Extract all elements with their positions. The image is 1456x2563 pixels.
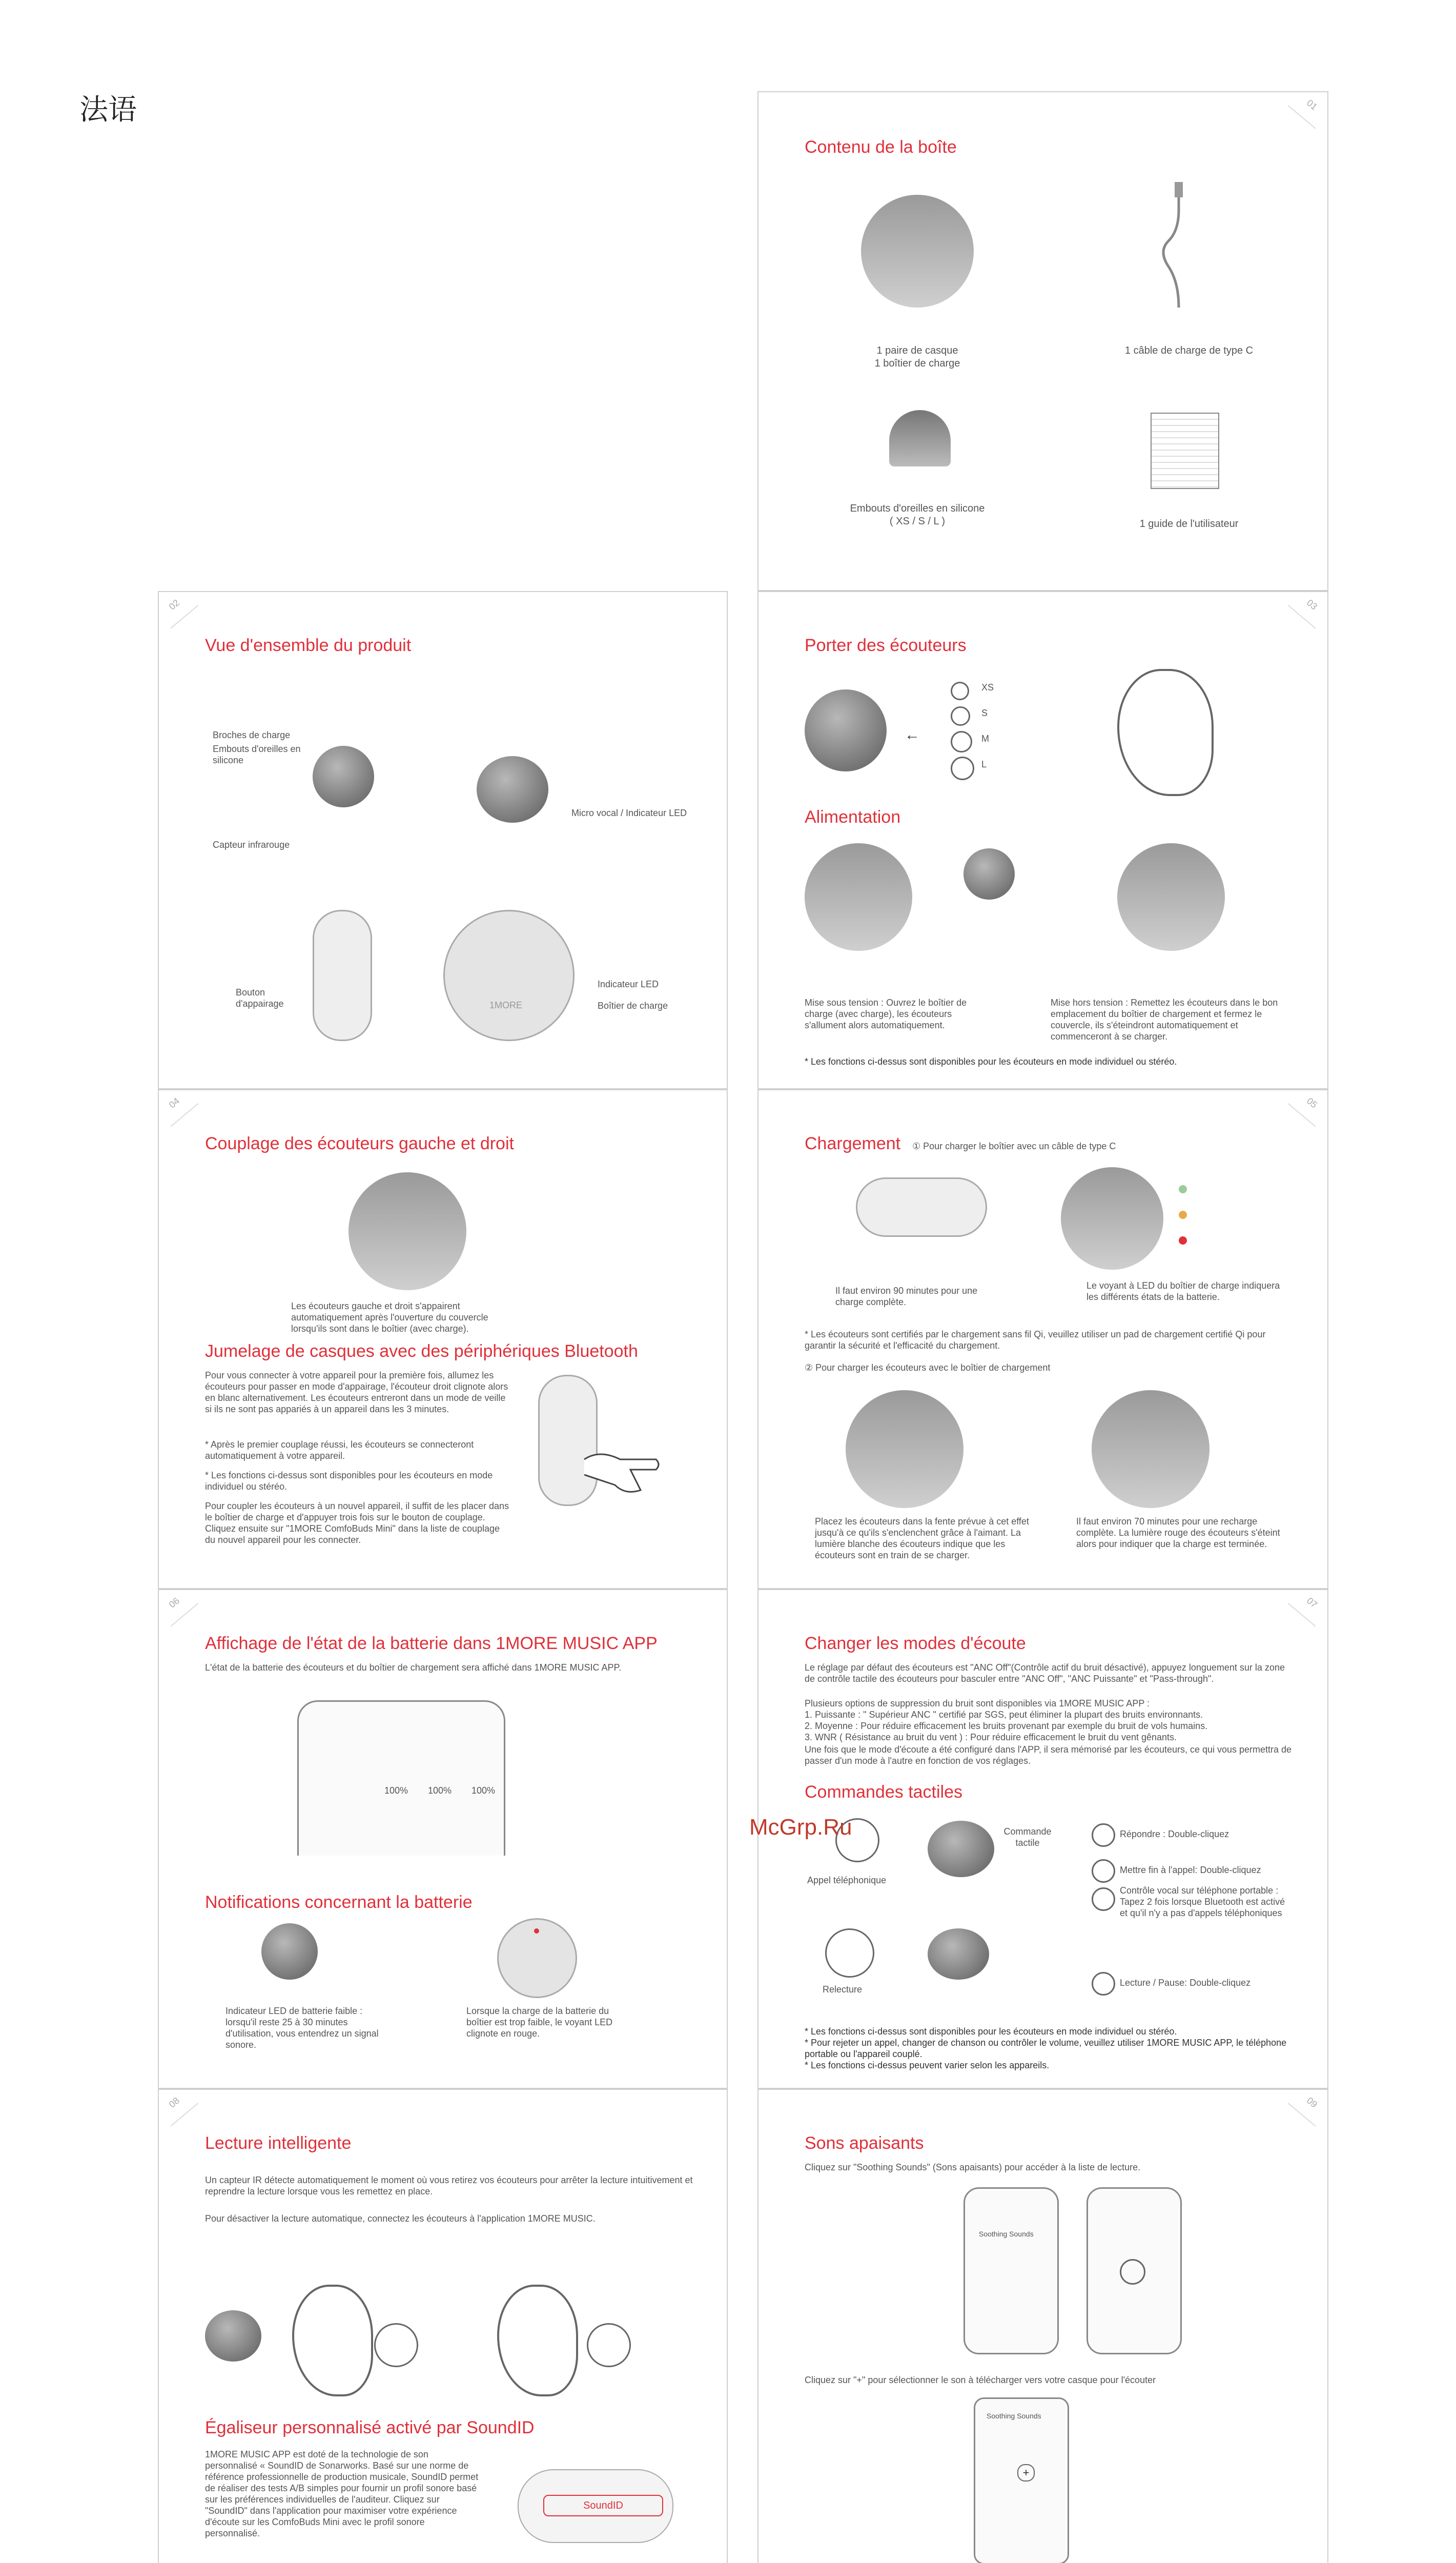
ear-left-illustration <box>292 2285 373 2396</box>
charging-step2: ② Pour charger les écouteurs avec le boîtier de chargement <box>805 1362 1051 1373</box>
add-icon[interactable]: + <box>1017 2464 1035 2481</box>
earbud-playback-illustration <box>928 1928 989 1980</box>
power-on-text: Mise sous tension : Ouvrez le boîtier de charge (avec charge), les écouteurs s'allument alors automatiquement. <box>805 998 967 1030</box>
page-number: 01 <box>1288 91 1328 129</box>
led-status-red <box>1179 1236 1187 1245</box>
touch-answer: Répondre : Double-cliquez <box>1120 1829 1229 1839</box>
overview-label-mic: Micro vocal / Indicateur LED <box>571 808 687 818</box>
touch-call-label: Appel téléphonique <box>807 1875 887 1885</box>
battery-level-right: 100% <box>428 1785 452 1796</box>
music-icon <box>825 1928 874 1978</box>
page-number: 02 <box>158 591 198 629</box>
box-item-cable: 1 câble de charge de type C <box>1124 345 1254 356</box>
modes-p1: Le réglage par défaut des écouteurs est "ANC Off"(Contrôle actif du bruit désactivé), appuyez longuement sur la zone de contrôle tactile des écouteurs pour basculer entre "ANC Off", "ANC Puissante" et "Pass-through". <box>805 1662 1285 1684</box>
arrow-left-icon: ← <box>905 726 920 743</box>
charging-caption4: Il faut environ 70 minutes pour une recharge complète. La lumière rouge des écouteurs s'éteint alors pour indiquer que la charge est terminée. <box>1076 1516 1280 1549</box>
overview-label-case: Boîtier de charge <box>598 1001 668 1011</box>
page-overview <box>158 591 728 1089</box>
box-item-guide: 1 guide de l'utilisateur <box>1139 518 1239 530</box>
case-closed-illustration <box>1117 843 1225 951</box>
battery-level-case: 100% <box>471 1785 496 1796</box>
page-number: 06 <box>158 1589 198 1627</box>
pairing-title: Couplage des écouteurs gauche et droit <box>205 1134 514 1153</box>
case-charge-illustration <box>846 1390 963 1508</box>
size-s: S <box>981 708 988 718</box>
bt-pairing-p1: Pour vous connecter à votre appareil pour la première fois, allumez les écouteurs pour passer en mode d'appairage, l'écouteur droit clignote alors en blanc alternativement. Les écouteurs entreront dans un mode de veille si ils ne sont pas appariés à un appareil dans les 3 minutes. <box>205 1370 508 1414</box>
charging-step1: ① Pour charger le boîtier avec un câble de type C <box>912 1141 1116 1151</box>
size-xs: XS <box>981 682 994 693</box>
bt-pairing-p4: Pour coupler les écouteurs à un nouvel appareil, il suffit de les placer dans le boîtier de charge et d'appuyer trois fois sur le bouton de couplage. Cliquez ensuite sur "1MORE ComfoBuds Mini" dans la liste de couplage du nouvel appareil pour les connecter. <box>205 1501 509 1545</box>
size-l: L <box>981 759 987 769</box>
power-note: * Les fonctions ci-dessus sont disponibles pour les écouteurs en mode individuel ou stéréo. <box>805 1056 1177 1067</box>
touch-hangup: Mettre fin à l'appel: Double-cliquez <box>1120 1865 1261 1875</box>
page-number: 05 <box>1288 1089 1328 1127</box>
touch-notes: * Les fonctions ci-dessus sont disponibles pour les écouteurs en mode individuel ou stéréo. * Pour rejeter un appel, changer de chanson ou contrôler le volume, veuillez utiliser 1MORE MUSIC APP, le téléphone portable ou l'appareil couplé. * Les fonctions ci-dessus peuvent varier selon les appareils. <box>805 2026 1287 2070</box>
page-battery <box>158 1589 728 2089</box>
case-full-illustration <box>1092 1390 1209 1508</box>
box-contents-title: Contenu de la boîte <box>805 137 957 157</box>
pairing-caption: Les écouteurs gauche et droit s'appairent automatiquement après l'ouverture du couvercle lorsqu'ils sont dans le boîtier (avec charge). <box>291 1301 488 1334</box>
page-soothing <box>757 2089 1328 2563</box>
bt-pairing-p3: * Les fonctions ci-dessus sont disponibles pour les écouteurs en mode individuel ou stéréo. <box>205 1470 493 1492</box>
page-number: 08 <box>158 2089 198 2127</box>
touch-pause: Lecture / Pause: Double-cliquez <box>1120 1978 1251 1988</box>
smart-play-p2: Pour désactiver la lecture automatique, connectez les écouteurs à l'application 1MORE MUSIC. <box>205 2213 596 2224</box>
charging-note1: * Les écouteurs sont certifiés par le chargement sans fil Qi, veuillez utiliser un pad de chargement certifié Qi pour garantir la sécurité et l'efficacité du chargement. <box>805 1329 1266 1351</box>
overview-label-pins: Broches de charge <box>213 730 291 740</box>
cable-illustration <box>1138 179 1220 318</box>
battery-app-text: L'état de la batterie des écouteurs et du boîtier de chargement sera affiché dans 1MORE MUSIC APP. <box>205 1662 622 1673</box>
page-number: 03 <box>1288 591 1328 629</box>
charging-caption3: Placez les écouteurs dans la fente prévue à cet effet jusqu'à ce qu'ils s'enclenchent grâce à l'aimant. La lumière blanche des écouteurs indique que les écouteurs sont en train de se charger. <box>815 1516 1029 1560</box>
case-brand-label: 1MORE <box>489 1000 523 1010</box>
eartip-xs-icon <box>951 682 969 700</box>
earbud-illustration <box>313 746 374 807</box>
ear-right-illustration <box>497 2285 578 2396</box>
ear-illustration <box>1117 669 1214 796</box>
charging-caption1: Il faut environ 90 minutes pour une charge complète. <box>835 1286 978 1307</box>
guide-illustration <box>1151 413 1219 489</box>
battery-level-left: 100% <box>384 1785 408 1796</box>
eartip-m-icon <box>951 731 972 752</box>
soothing-p2: Cliquez sur "+" pour sélectionner le son à télécharger vers votre casque pour l'écouter <box>805 2375 1156 2385</box>
page-wearing-power <box>757 591 1328 1089</box>
modes-p6: Une fois que le mode d'écoute a été configuré dans l'APP, il sera mémorisé par les écouteurs, ce qui vous permettra de passer d'un mode à l'autre en fonction de vos réglages. <box>805 1744 1292 1766</box>
case-open-illustration <box>805 843 912 951</box>
overview-label-led: Indicateur LED <box>598 979 659 989</box>
bt-pairing-title: Jumelage de casques avec des périphériques Bluetooth <box>205 1341 638 1361</box>
soothing-title: Sons apaisants <box>805 2133 924 2153</box>
language-label: 法语 <box>79 93 137 127</box>
size-m: M <box>981 734 989 744</box>
wearing-title: Porter des écouteurs <box>805 636 967 655</box>
charging-caption2: Le voyant à LED du boîtier de charge indiquera les différents états de la batterie. <box>1086 1280 1280 1302</box>
touch-control-label: Commande tactile <box>1003 1826 1052 1848</box>
answer-icon <box>1092 1823 1115 1847</box>
page-charging <box>757 1089 1328 1589</box>
page-pairing <box>158 1089 728 1589</box>
charging-title: Chargement <box>805 1134 901 1153</box>
eartip-illustration <box>889 410 951 466</box>
watermark: McGrp.Ru <box>749 1815 852 1840</box>
page-box-contents <box>757 91 1328 591</box>
earbud-front-illustration <box>477 756 548 823</box>
play-icon <box>587 2323 631 2367</box>
modes-p2: Plusieurs options de suppression du bruit sont disponibles via 1MORE MUSIC APP : <box>805 1698 1150 1708</box>
power-title: Alimentation <box>805 807 901 827</box>
hangup-icon <box>1092 1859 1115 1883</box>
modes-p4: 2. Moyenne : Pour réduire efficacement les bruits provenant par exemple du bruit de vols humains. <box>805 1721 1208 1731</box>
modes-p3: 1. Puissante : " Supérieur ANC " certifié par SGS, peut éliminer la plupart des bruits environnants. <box>805 1710 1203 1720</box>
voice-icon <box>1092 1887 1115 1911</box>
case-pairing-illustration <box>348 1172 466 1290</box>
soundid-text: 1MORE MUSIC APP est doté de la technologie de son personnalisé « SoundID de Sonarworks. Basé sur une norme de référence professionnelle de production musicale, SoundID permet de réaliser des tests A/B simples pour fournir un profil sonore basé sur les préférences individuelles de l'auditeur. Cliquez sur "SoundID" dans l'application pour maximiser votre expérience d'écoute sur les ComfoBuds Mini avec le profil sonore personnalisé. <box>205 2449 479 2538</box>
eartip-l-icon <box>951 757 974 780</box>
soothing-list-title: Soothing Sounds <box>987 2412 1041 2420</box>
soundid-title: Égaliseur personnalisé activé par SoundID <box>205 2418 535 2437</box>
box-item-earbuds: 1 paire de casque 1 boîtier de charge <box>874 345 960 369</box>
modes-p5: 3. WNR ( Résistance au bruit du vent ) : Pour réduire efficacement le bruit du vent gênants. <box>805 1732 1177 1742</box>
touch-title: Commandes tactiles <box>805 1782 963 1802</box>
phone-soothing-illustration <box>963 2187 1059 2354</box>
overview-label-button: Bouton d'appairage <box>236 987 284 1009</box>
play-pause-icon <box>1092 1972 1115 1996</box>
earbud-wear-illustration <box>805 689 887 771</box>
earbud-out-illustration <box>205 2310 261 2362</box>
bt-pairing-p2: * Après le premier couplage réussi, les écouteurs se connecteront automatiquement à votre appareil. <box>205 1439 474 1461</box>
pause-icon <box>374 2323 418 2367</box>
battery-app-title: Affichage de l'état de la batterie dans 1MORE MUSIC APP <box>205 1634 658 1653</box>
page-number: 09 <box>1288 2089 1328 2127</box>
overview-title: Vue d'ensemble du produit <box>205 636 412 655</box>
case-led-illustration <box>1061 1167 1163 1270</box>
earbud-power-illustration <box>963 848 1015 900</box>
earbud-battery-illustration <box>261 1923 318 1980</box>
page-number: 07 <box>1288 1589 1328 1627</box>
modes-title: Changer les modes d'écoute <box>805 1634 1026 1653</box>
led-status-white <box>1179 1185 1187 1193</box>
case-front-illustration <box>443 910 575 1041</box>
finger-icon <box>579 1429 666 1500</box>
soothing-p1: Cliquez sur "Soothing Sounds" (Sons apaisants) pour accéder à la liste de lecture. <box>805 2162 1141 2172</box>
battery-notify-caption1: Indicateur LED de batterie faible : lorsqu'il reste 25 à 30 minutes d'utilisation, vous entendrez un signal sonore. <box>225 2006 379 2050</box>
battery-notify-caption2: Lorsque la charge de la batterie du boîtier est trop faible, le voyant LED clignote en rouge. <box>466 2006 613 2039</box>
smart-play-p1: Un capteur IR détecte automatiquement le moment où vous retirez vos écouteurs pour arrêter la lecture intuitivement et reprendre la lecture lorsque vous les remettez en place. <box>205 2175 693 2196</box>
smart-play-title: Lecture intelligente <box>205 2133 352 2153</box>
battery-notify-title: Notifications concernant la batterie <box>205 1893 473 1912</box>
power-off-text: Mise hors tension : Remettez les écouteurs dans le bon emplacement du boîtier de chargement et fermez le couvercle, ils s'éteindront automatiquement et commenceront à se charger. <box>1051 998 1278 1042</box>
overview-label-eartips: Embouts d'oreilles en silicone <box>213 744 301 765</box>
soothing-app-label: Soothing Sounds <box>979 2230 1034 2238</box>
touch-voice: Contrôle vocal sur téléphone portable : Tapez 2 fois lorsque Bluetooth est activé et qu'il n'y a pas d'appels téléphoniques <box>1120 1885 1285 1918</box>
overview-label-sensor: Capteur infrarouge <box>213 840 290 850</box>
page-smart-play <box>158 2089 728 2563</box>
page-number: 04 <box>158 1089 198 1127</box>
led-status-orange <box>1179 1211 1187 1219</box>
case-illustration <box>861 195 974 308</box>
phone-battery-illustration <box>297 1700 505 1856</box>
eartip-s-icon <box>951 706 970 726</box>
case-side-illustration <box>313 910 372 1041</box>
case-cable-illustration <box>856 1177 987 1237</box>
earbud-touch-illustration <box>928 1821 994 1877</box>
case-red-led <box>534 1928 539 1934</box>
box-item-eartips: Embouts d'oreilles en silicone ( XS / S / L ) <box>850 503 985 527</box>
player-pause-icon[interactable] <box>1120 2259 1145 2285</box>
soundid-button[interactable]: SoundID <box>543 2495 663 2516</box>
touch-playback-label: Relecture <box>823 1984 863 1995</box>
